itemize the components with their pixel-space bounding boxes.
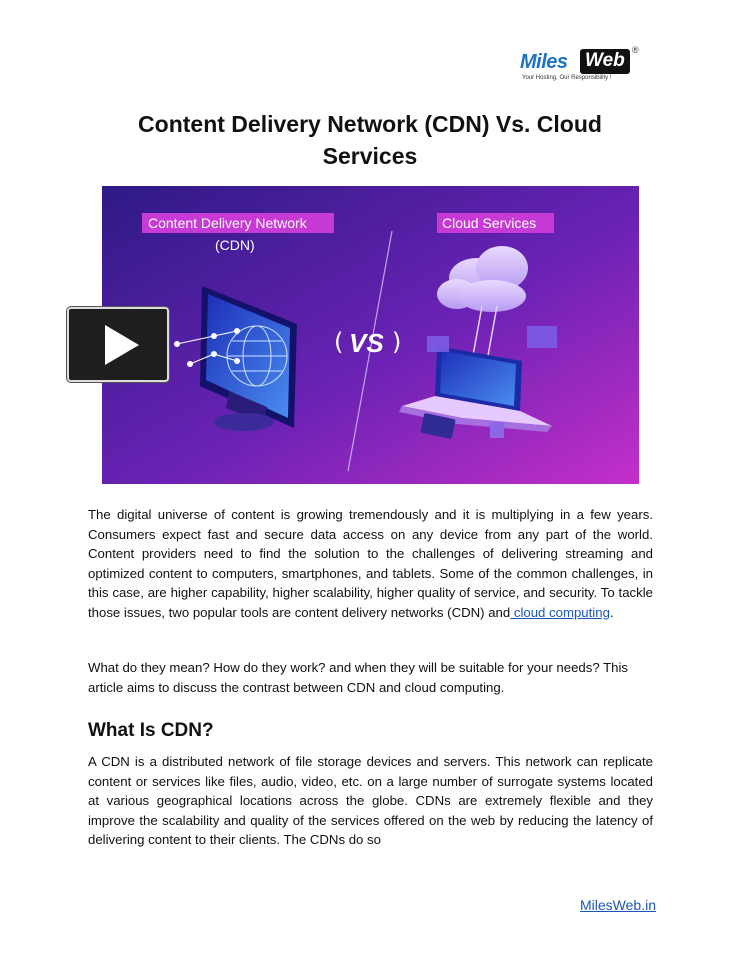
cloud-computing-link[interactable]: cloud computing [510,604,610,620]
vs-paren-close: ) [392,328,402,356]
play-icon [69,309,167,380]
intro-paragraph [88,505,653,623]
logo-registered-mark: ® [632,45,639,55]
milesweb-logo[interactable] [520,45,640,85]
questions-paragraph: What do they mean? How do they work? and when they will be suitable for your needs? This article aims to discuss the contrast between CDN and cloud computing. [88,660,629,695]
logo-web-text: Web [580,49,630,74]
page-title: Content Delivery Network (CDN) Vs. Cloud Services [138,111,602,169]
video-play-button[interactable] [67,307,169,382]
vs-text: VS [349,328,384,358]
logo-miles-text: Miles [520,51,568,73]
what-is-cdn-heading: What Is CDN? [88,720,214,741]
cloud-label: Cloud Services [442,215,537,231]
cdn-label-line2: (CDN) [215,237,255,253]
footer-milesweb-link[interactable]: MilesWeb.in [580,897,656,913]
intro-paragraph-period: . [609,604,614,620]
cdn-definition-paragraph: A CDN is a distributed network of file storage devices and servers. This network can replicate content or services like files, audio, video, etc. on a large number of surrogate systems located at various geographical locations across the globe. CDNs are extremely flexible and they improve the scalability and quality of the services offered on the web by reducing the latency of delivering content to their clients. The CDNs do so [88,754,653,848]
logo-tagline: Your Hosting, Our Responsibility ! [522,75,612,81]
cdn-label-line1: Content Delivery Network [148,215,307,231]
intro-paragraph-text: The digital universe of content is growing tremendously and it is multiplying in a few years. Consumers expect fast and secure data access on any device from any part of the world. Content providers need to find the solution to the challenges of delivering streaming and optimized content to computers, smartphones, and tablets. Some of the common challenges, in this case, are higher capability, higher scalability, higher quality of service, and security. To tackle those issues, two popular tools are content delivery networks (CDN) and [88,507,653,620]
hero-illustration [102,186,639,484]
vs-paren-open: ( [334,328,344,356]
